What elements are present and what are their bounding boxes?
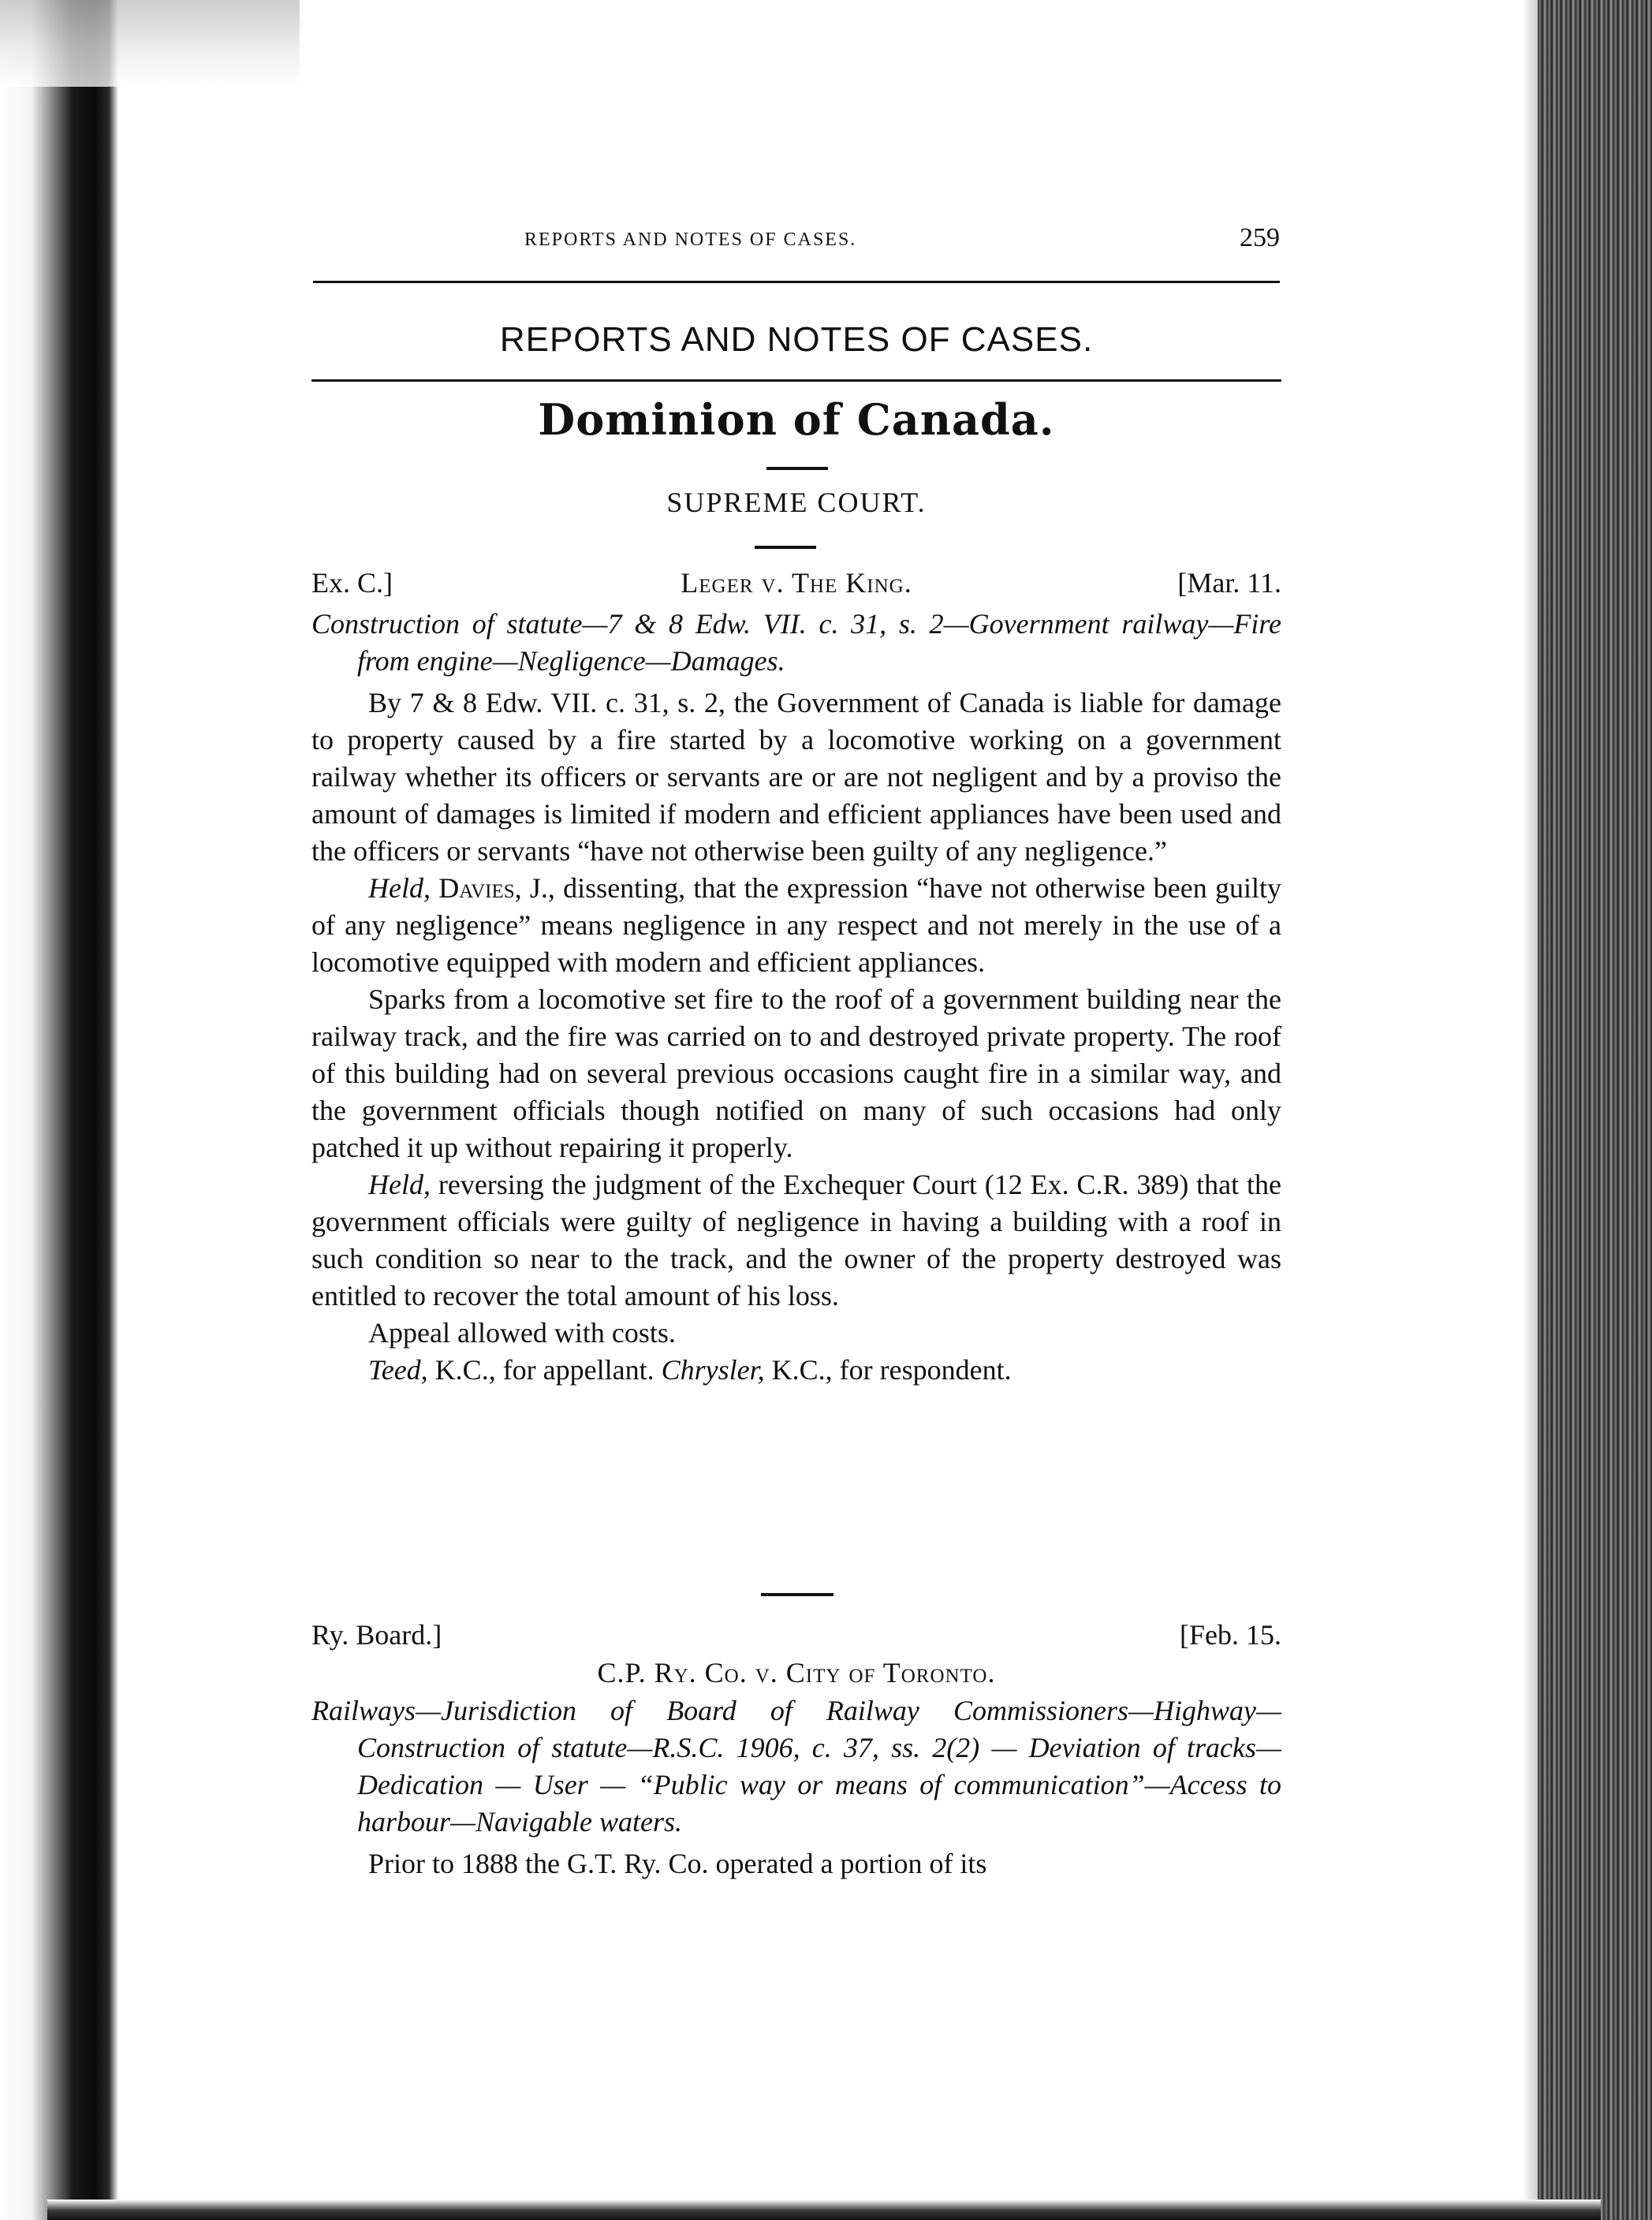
case2-parties: C.P. Ry. Co. v. City of Toronto. [597,1657,996,1688]
scan-right-gutter [1522,0,1538,2220]
case2-court: Ry. Board.] [311,1619,442,1651]
case2-body [311,1692,1281,1882]
case1-parties: Leger v. The King. [681,567,912,599]
scan-left-edge [0,0,118,2220]
counsel-appellant: Teed, [368,1354,428,1386]
divider [766,467,828,470]
case1-paragraph: Sparks from a locomotive set fire to the roof of a government building near the railway track, and the fire was carried on to and destroyed private property. The roof of this building had on several previous occasions caught fire in a similar way, and the government officials though notified on many of such occasions had only patched it up without repairing it properly. [311,983,1281,1163]
case1-paragraph [311,1166,1281,1315]
held-label: Held, [368,872,431,904]
divider [761,1593,833,1596]
judge-name: Davies, J., [438,872,555,904]
held-label: Held, [368,1169,431,1200]
case2-parties-line [311,1656,1281,1692]
scan-right-edge [1538,0,1652,2220]
case2-paragraph: Prior to 1888 the G.T. Ry. Co. operated a portion of its [368,1848,987,1879]
paragraph-text: dissenting, that the expression “have not otherwise been guilty of any negligence” means negligence in any respect and not merely in the use of a locomotive equipped with modern and efficient appliances. [311,872,1282,978]
scan-bottom-edge [47,2199,1601,2220]
section-heading: REPORTS AND NOTES OF CASES. [499,320,1094,359]
page-number: 259 [1240,223,1280,252]
counsel-respondent-role: K.C., for respondent. [771,1354,1012,1386]
case2-headnote: Railways—Jurisdiction of Board of Railway Commissioners—Highway—Construction of statute—R.S.C. 1906, c. 37, ss. 2(2) — Deviation of tracks—Dedication — User — “Public way or means of communication”—Access to harbour—Navigable waters. [311,1695,1281,1838]
header-rule [313,281,1280,283]
heading-rule [311,379,1281,382]
case1-paragraph [311,870,1281,981]
case1-counsel [311,1352,1281,1389]
counsel-respondent: Chrysler, [661,1354,765,1386]
running-header: REPORTS AND NOTES OF CASES. [524,229,857,250]
case1-date: [Mar. 11. [1177,567,1281,599]
case2-caption [311,1618,1281,1655]
case1-court: Ex. C.] [311,567,393,599]
scan-shadow [0,0,300,87]
jurisdiction-title: Dominion of Canada. [538,394,1055,445]
case2-date: [Feb. 15. [1180,1619,1281,1651]
case1-disposition: Appeal allowed with costs. [368,1317,676,1349]
case1-paragraph: By 7 & 8 Edw. VII. c. 31, s. 2, the Government of Canada is liable for damage to property caused by a fire started by a locomotive working on a government railway whether its officers or servants are or are not negligent and by a proviso the amount of damages is limited if modern and efficient appliances have been used and the officers or servants “have not otherwise been guilty of any negligence.” [311,687,1281,867]
case1-body [311,606,1281,1389]
case1-headnote: Construction of statute—7 & 8 Edw. VII. c. 31, s. 2—Government railway—Fire from engine—Negligence—Damages. [311,608,1281,677]
counsel-appellant-role: K.C., for appellant. [434,1354,654,1386]
divider [755,546,816,549]
case1-caption [311,566,1281,603]
court-title: SUPREME COURT. [666,487,927,518]
paragraph-text: reversing the judgment of the Exchequer Court (12 Ex. C.R. 389) that the government officials were guilty of negligence in having a building with a roof in such condition so near to the track, and the owner of the property destroyed was entitled to recover the total amount of his loss. [311,1169,1282,1311]
